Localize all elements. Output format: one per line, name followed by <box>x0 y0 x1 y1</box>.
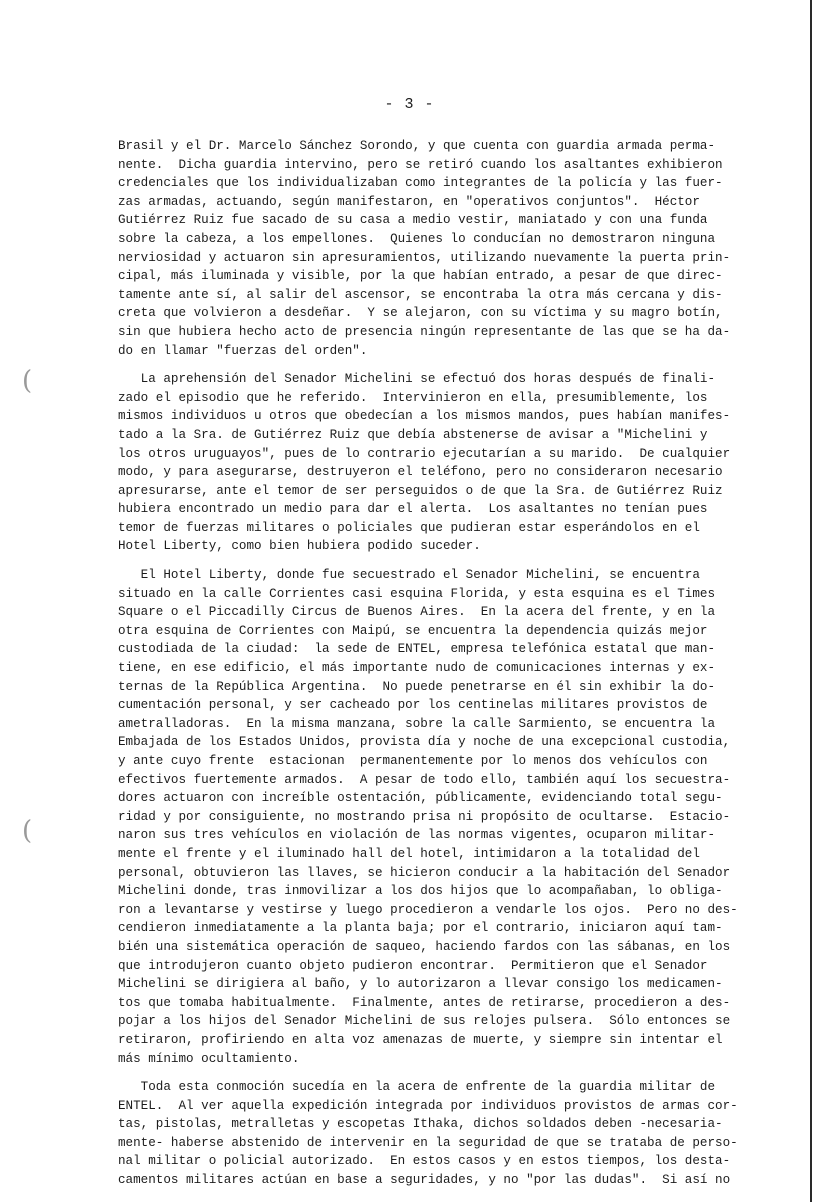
text-line: temor de fuerzas militares o policiales que pudieran estar esperándolos en el <box>118 520 700 535</box>
paragraph <box>118 370 748 556</box>
document-body <box>118 137 748 1200</box>
text-line: custodiada de la ciudad: la sede de ENTEL, empresa telefónica estatal que man- <box>118 642 716 657</box>
text-line: más mínimo ocultamiento. <box>118 1051 300 1066</box>
text-line: zado el episodio que he referido. Intervinieron en ella, presumiblemente, los <box>118 390 708 405</box>
text-line: Michelini se dirigiera al baño, y lo autorizaron a llevar consigo los medicamen- <box>118 977 723 992</box>
paragraph <box>118 137 748 360</box>
text-line: nerviosidad y actuaron sin apresuramientos, utilizando nuevamente la puerta prin- <box>118 250 731 265</box>
text-line: sobre la cabeza, a los empellones. Quienes lo conducían no demostraron ninguna <box>118 231 716 246</box>
margin-bracket-mark: ( <box>22 816 33 846</box>
text-line: efectivos fuertemente armados. A pesar de todo ello, también aquí los secuestra- <box>118 772 731 787</box>
text-line: mismos individuos u otros que obedecían a los mismos mandos, pues habían manifes- <box>118 409 731 424</box>
text-line: nal militar o policial autorizado. En estos casos y en estos tiempos, los desta- <box>118 1154 731 1169</box>
paragraph <box>118 1078 748 1190</box>
text-line: do en llamar "fuerzas del orden". <box>118 343 368 358</box>
text-line: ternas de la República Argentina. No puede penetrarse en él sin exhibir la do- <box>118 679 716 694</box>
text-line: credenciales que los individualizaban como integrantes de la policía y las fuer- <box>118 176 723 191</box>
text-line: y ante cuyo frente estacionan permanentemente por lo menos dos vehículos con <box>118 754 708 768</box>
text-line: personal, obtuvieron las llaves, se hicieron conducir a la habitación del Senador <box>118 865 731 880</box>
text-line: creta que volvieron a desdeñar. Y se alejaron, con su víctima y su magro botín, <box>118 306 723 321</box>
text-line: tos que tomaba habitualmente. Finalmente, antes de retirarse, procedieron a des- <box>118 995 731 1010</box>
paragraph <box>118 566 748 1068</box>
text-line: hubiera encontrado un medio para dar el alerta. Los asaltantes no tenían pues <box>118 502 708 517</box>
text-line: ron a levantarse y vestirse y luego procedieron a vendarle los ojos. Pero no des- <box>118 902 738 917</box>
text-line: El Hotel Liberty, donde fue secuestrado el Senador Michelini, se encuentra <box>118 568 700 583</box>
text-line: sin que hubiera hecho acto de presencia ningún representante de las que se ha da- <box>118 324 731 339</box>
text-line: La aprehensión del Senador Michelini se efectuó dos horas después de finali- <box>118 372 716 387</box>
text-line: Michelini donde, tras inmovilizar a los dos hijos que lo acompañaban, lo obliga- <box>118 884 723 899</box>
text-line: apresurarse, ante el temor de ser perseguidos o de que la Sra. de Gutiérrez Ruiz <box>118 483 723 498</box>
text-line: Brasil y el Dr. Marcelo Sánchez Sorondo, y que cuenta con guardia armada perma- <box>118 139 716 153</box>
text-line: bién una sistemática operación de saqueo, haciendo fardos con las sábanas, en los <box>118 939 731 954</box>
text-line: tas, pistolas, metralletas y escopetas Ithaka, dichos soldados deben -necesaria- <box>118 1117 723 1132</box>
text-line: ametralladoras. En la misma manzana, sobre la calle Sarmiento, se encuentra la <box>118 716 716 731</box>
text-line: dores actuaron con increíble ostentación, públicamente, evidenciando total segu- <box>118 791 723 806</box>
text-line: cumentación personal, y ser cacheado por los centinelas militares provistos de <box>118 698 708 713</box>
text-line: zas armadas, actuando, según manifestaron, en "operativos conjuntos". Héctor <box>118 194 700 209</box>
page-edge-line <box>810 0 812 1202</box>
text-line: tado a la Sra. de Gutiérrez Ruiz que debía abstenerse de avisar a "Michelini y <box>118 427 708 442</box>
text-line: camentos militares actúan en base a seguridades, y no "por las dudas". Si así no <box>118 1173 731 1188</box>
text-line: que introdujeron cuanto objeto pudieron encontrar. Permitieron que el Senador <box>118 958 708 973</box>
text-line: Gutiérrez Ruiz fue sacado de su casa a medio vestir, maniatado y con una funda <box>118 213 708 228</box>
text-line: Embajada de los Estados Unidos, provista día y noche de una excepcional custodia, <box>118 735 731 750</box>
text-line: mente- haberse abstenido de intervenir en la seguridad de que se trataba de perso- <box>118 1135 738 1150</box>
text-line: los otros uruguayos", pues de lo contrario ejecutarían a su marido. De cualquier <box>118 446 731 461</box>
text-line: cipal, más iluminada y visible, por la que habían entrado, a pesar de que direc- <box>118 269 723 284</box>
text-line: situado en la calle Corrientes casi esquina Florida, y esta esquina es el Times <box>118 586 716 601</box>
text-line: retiraron, profiriendo en alta voz amenazas de muerte, y siempre sin intentar el <box>118 1032 723 1047</box>
text-line: nente. Dicha guardia intervino, pero se retiró cuando los asaltantes exhibieron <box>118 157 723 172</box>
text-line: Toda esta conmoción sucedía en la acera de enfrente de la guardia militar de <box>118 1080 716 1095</box>
text-line: naron sus tres vehículos en violación de las normas vigentes, ocuparon militar- <box>118 828 716 843</box>
page-number: - 3 - <box>384 96 435 113</box>
text-line: otra esquina de Corrientes con Maipú, se encuentra la dependencia quizás mejor <box>118 623 708 638</box>
text-line: Hotel Liberty, como bien hubiera podido suceder. <box>118 539 481 554</box>
text-line: tiene, en ese edificio, el más importante nudo de comunicaciones internas y ex- <box>118 661 716 676</box>
margin-bracket-mark: ( <box>22 366 33 396</box>
text-line: modo, y para asegurarse, destruyeron el teléfono, pero no consideraron necesario <box>118 465 723 480</box>
text-line: ridad y por consiguiente, no mostrando prisa ni propósito de ocultarse. Estacio- <box>118 809 731 824</box>
text-line: tamente ante sí, al salir del ascensor, se encontraba la otra más cercana y dis- <box>118 287 723 302</box>
text-line: pojar a los hijos del Senador Michelini de sus relojes pulsera. Sólo entonces se <box>118 1014 731 1029</box>
text-line: ENTEL. Al ver aquella expedición integrada por individuos provistos de armas cor- <box>118 1098 738 1113</box>
text-line: cendieron inmediatamente a la planta baja; por el contrario, iniciaron aquí tam- <box>118 921 723 936</box>
text-line: Square o el Piccadilly Circus de Buenos Aires. En la acera del frente, y en la <box>118 605 716 620</box>
text-line: mente el frente y el iluminado hall del hotel, intimidaron a la totalidad del <box>118 846 700 861</box>
